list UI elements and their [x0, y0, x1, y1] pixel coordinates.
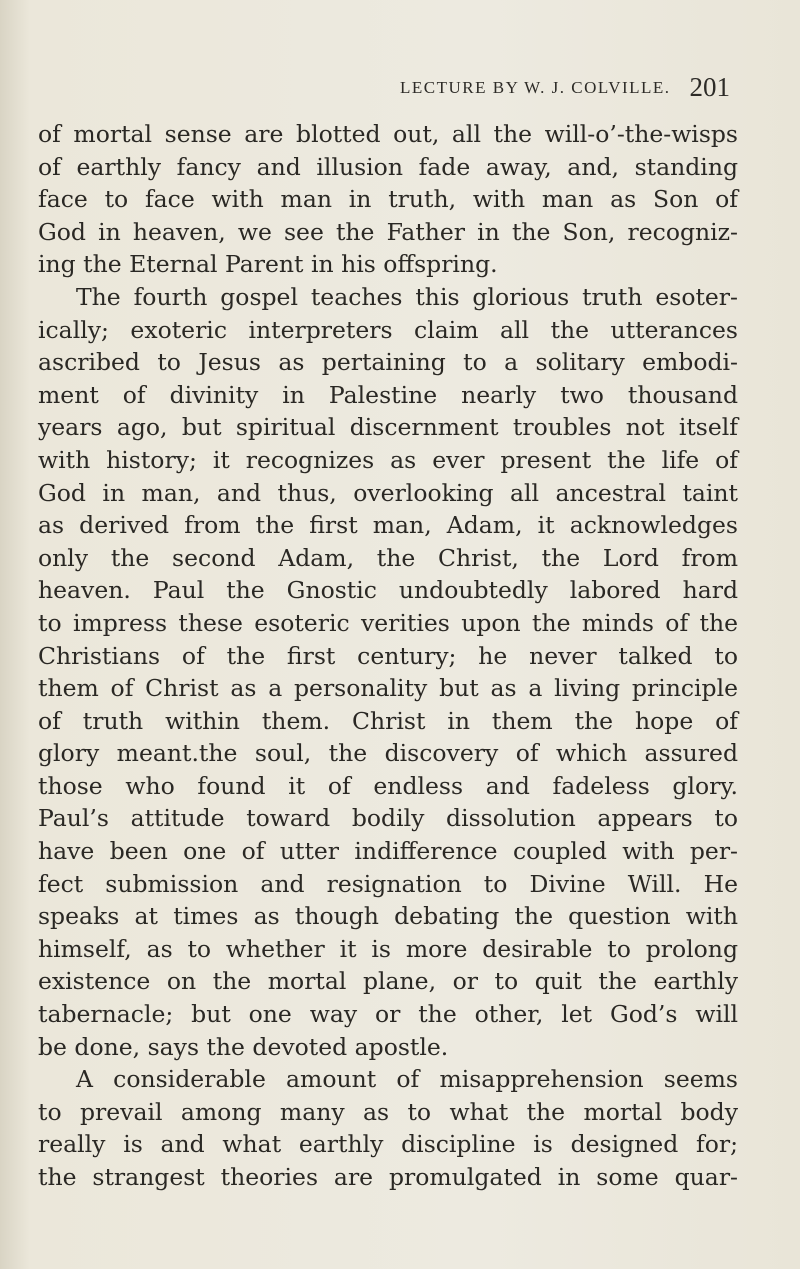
text-line: face to face with man in truth, with man as Son of — [38, 185, 738, 214]
text-line: be done, says the devoted apostle. — [38, 1032, 449, 1061]
text-line: heaven. Paul the Gnostic undoubtedly labored hard — [38, 576, 738, 605]
page-header — [0, 72, 800, 112]
paragraph-start-line: A considerable amount of misapprehension seems — [76, 1065, 738, 1094]
text-line: Christians of the first century; he never talked to — [38, 641, 738, 670]
text-line: ascribed to Jesus as pertaining to a solitary embodi- — [38, 348, 738, 377]
paragraph-start-line: The fourth gospel teaches this glorious truth esoter- — [76, 282, 738, 311]
text-line: ically; exoteric interpreters claim all the utterances — [38, 315, 738, 344]
running-head: LECTURE BY W. J. COLVILLE. — [400, 78, 671, 97]
text-line: of truth within them. Christ in them the hope of — [38, 706, 738, 735]
text-line: God in man, and thus, overlooking all ancestral taint — [38, 478, 738, 507]
text-line: ing the Eternal Parent in his offspring. — [38, 250, 498, 279]
text-line: those who found it of endless and fadeless glory. — [38, 771, 738, 800]
text-line: himself, as to whether it is more desirable to prolong — [38, 934, 738, 963]
text-line: ment of divinity in Palestine nearly two thousand — [38, 380, 738, 409]
text-line: God in heaven, we see the Father in the Son, recogniz- — [38, 217, 738, 246]
text-line: them of Christ as a personality but as a living principle — [38, 674, 738, 703]
text-line: Paul’s attitude toward bodily dissolution appears to — [38, 804, 738, 833]
body-text — [38, 118, 738, 1194]
text-line: glory meant.the soul, the discovery of which assured — [38, 739, 738, 768]
text-line: of earthly fancy and illusion fade away, and, standing — [38, 152, 738, 181]
text-line: years ago, but spiritual discernment troubles not itself — [38, 413, 738, 442]
text-line: speaks at times as though debating the question with — [38, 902, 738, 931]
text-line: fect submission and resignation to Divine Will. He — [38, 869, 738, 898]
text-line: only the second Adam, the Christ, the Lord from — [38, 543, 738, 572]
text-line: existence on the mortal plane, or to quit the earthly — [38, 967, 738, 996]
text-line: have been one of utter indifference coupled with per- — [38, 837, 738, 866]
text-line: to prevail among many as to what the mortal body — [38, 1097, 738, 1126]
text-line: as derived from the first man, Adam, it acknowledges — [38, 511, 738, 540]
text-line: to impress these esoteric verities upon the minds of the — [38, 608, 738, 637]
page-number: 201 — [689, 72, 730, 102]
text-line: of mortal sense are blotted out, all the will-o’-the-wisps — [38, 120, 738, 148]
text-line: the strangest theories are promulgated in some quar- — [38, 1163, 738, 1191]
text-line: really is and what earthly discipline is designed for; — [38, 1130, 738, 1159]
text-line: tabernacle; but one way or the other, let God’s will — [38, 1000, 738, 1029]
text-line: with history; it recognizes as ever present the life of — [38, 445, 738, 474]
